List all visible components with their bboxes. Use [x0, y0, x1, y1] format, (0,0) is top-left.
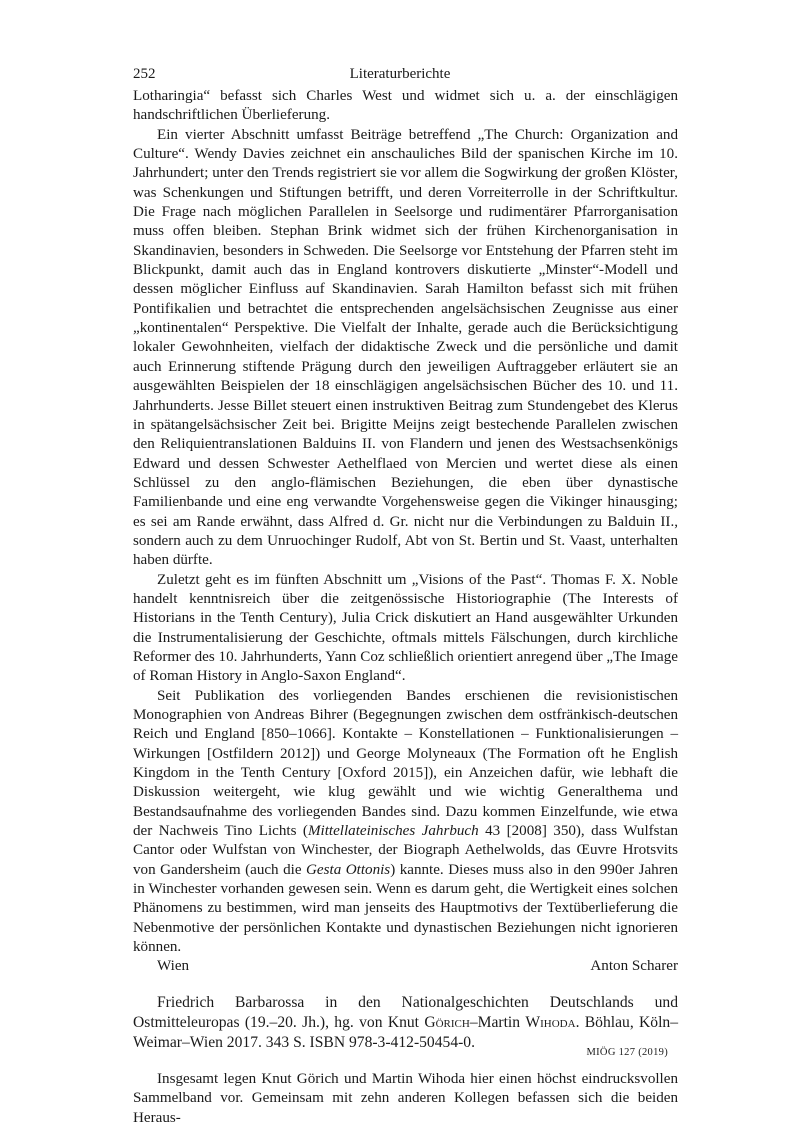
bibliographic-entry — [133, 993, 678, 1053]
paragraph-2: Ein vierter Abschnitt umfasst Beiträge betreffend „The Church: Organization and Culture“. Wendy Davies zeichnet ein anschauliches Bild der spanischen Kirche im 10. Jahrhundert; unter den Trends registriert sie vor allem die Sogwirkung der großen Klöster, was Schenkungen und Stiftungen betrifft, und deren Vorreiterrolle in der Schriftkultur. Die Frage nach möglichen Parallelen in Seelsorge und rudimentärer Pfarrorganisation muss offen bleiben. Stephan Brink widmet sich der frühen Kirchenorganisation in Skandinavien, besonders in Schweden. Die Seelsorge vor Entstehung der Pfarren steht im Blickpunkt, damit auch das in England kontrovers diskutierte „Minster“-Modell und dessen möglicher Einfluss auf Skandinavien. Sarah Hamilton befasst sich mit frühen Pontifikalien und betrachtet die entsprechenden angelsächsischen Zeugnisse aus einer „kontinentalen“ Perspektive. Die Vielfalt der Inhalte, gerade auch die Berücksichtigung lokaler Gewohnheiten, vielfach der didaktische Zweck und die persönliche und damit auch Erinnerung stiftende Prägung durch den jeweiligen Auftraggeber erläutert sie an ausgewählten Beispielen der 18 einschlägigen angelsächsischen Bücher des 10. und 11. Jahrhunderts. Jesse Billet steuert einen instruktiven Beitrag zum Stundengebet des Klerus in spätangelsächsischer Zeit bei. Brigitte Meijns zeigt bestechende Parallelen zwischen den Reliquientranslationen Balduins II. von Flandern und jenen des Westsachsenkönigs Edward und dessen Schwester Aethelflaed von Mercien und wertet diese als einen Schlüssel zu den anglo-flämischen Beziehungen, die eben über dynastische Familienbande und eine eng verwandte Vorgehensweise gegen die Vikinger hinausging; es sei am Rande erwähnt, dass Alfred d. Gr. nicht nur die Verbindungen zu Balduin II., sondern auch zu dem Unruochinger Rudolf, Abt von St. Bertin und St. Vaast, unterhalten haben dürfte. — [133, 126, 678, 569]
entry-publication-info: . Böhlau, Köln–Weimar–Wien 2017. 343 S. ISBN 978-3-412-50454-0. — [133, 1013, 679, 1051]
entry-editor-separator: –Martin — [469, 1013, 526, 1031]
paragraph-4-text-a: Seit Publikation des vorliegenden Bandes erschienen die revisionistischen Monographien von Andreas Bihrer (Begegnungen zwischen dem ostfränkisch-deutschen Reich und England [850–1066]. Kontakte – Konstellationen – Funktionalisierungen – Wirkungen [Ostfildern 2012]) und George Molyneaux (The Formation oft he English Kingdom in the Tenth Century [Oxford 2015]), ein Anzeichen dafür, wie lebhaft die Diskussion weitergeht, wie klug gewählt und wie wichtig Generalthema und Bestandsaufnahme des vorliegenden Bandes sind. Dazu kommen Einzelfunde, wie etwa der Nachweis Tino Lichts ( — [133, 687, 678, 840]
paragraph-1: Lotharingia“ befasst sich Charles West und widmet sich u. a. der einschlägigen handschriftlichen Überlieferung. — [133, 88, 678, 124]
work-title: Gesta Ottonis — [306, 861, 391, 878]
paragraph-3: Zuletzt geht es im fünften Abschnitt um „Visions of the Past“. Thomas F. X. Noble handelt kenntnisreich über die zeitgenössische Historiographie (The Interests of Historians in the Tenth Century), Julia Crick diskutiert an Hand ausgewählter Urkunden die Instrumentalisierung der Geschichte, oftmals mittels Fälschungen, durch kirchliche Reformer des 10. Jahrhunderts, Yann Coz schließlich orientiert anregend über „The Image of Roman History in Anglo-Saxon England“. — [133, 571, 678, 685]
journal-title: Mittellateinisches Jahrbuch — [307, 823, 479, 840]
signature-line — [133, 957, 678, 976]
paragraph-4-text-b: 43 [2008] 350), dass Wulfstan Cantor oder Wulfstan von Winchester, der Biograph Aethelwolds, das Œuvre Hrotsvits von Gandersheim (auch die — [133, 823, 678, 878]
running-title: Literaturberichte — [349, 66, 451, 82]
signature-author: Anton Scharer — [590, 958, 678, 975]
review-opening-paragraph: Insgesamt legen Knut Görich und Martin Wihoda hier einen höchst eindrucksvollen Sammelband vor. Gemeinsam mit zehn anderen Kollegen befassen sich die beiden Heraus- — [133, 1070, 678, 1126]
paragraph-4-text-c: ) kannte. Dieses muss also in den 990er Jahren in Winchester vorhanden gewesen sein. Wenn es darum geht, die Wertigkeit eines solchen Phänomens zu bestimmen, wird man jenseits des Hauptmotivs der Textüberlieferung die Nebenmotive der persönlichen Kontakte und dynastischen Beziehungen nicht ignorieren können. — [133, 861, 679, 956]
page-number: 252 — [133, 66, 156, 82]
paragraph-4 — [133, 687, 678, 958]
signature-place: Wien — [157, 958, 190, 975]
article-body — [133, 87, 678, 1128]
entry-title: Friedrich Barbarossa in den Nationalgeschichten Deutschlands und Ostmitteleuropas (19.–20. Jh.), hg. von Knut — [133, 993, 678, 1031]
editor-2: Wihoda — [525, 1013, 576, 1031]
editor-1: Görich — [424, 1013, 470, 1031]
journal-footer: MIÖG 127 (2019) — [586, 1047, 668, 1058]
